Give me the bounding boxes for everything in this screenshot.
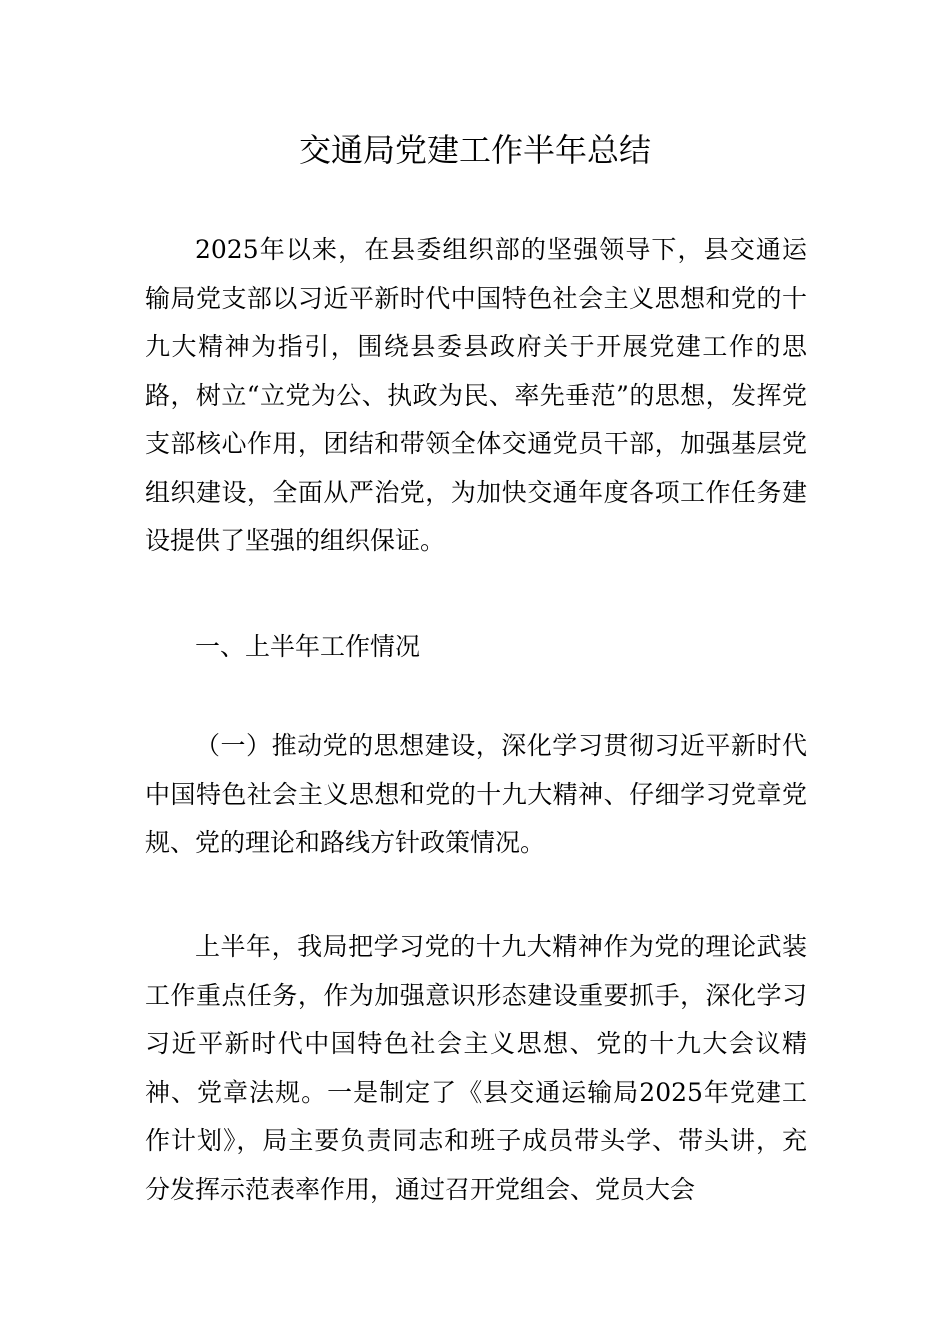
intro-paragraph: 2025年以来，在县委组织部的坚强领导下，县交通运输局党支部以习近平新时代中国特色社会主义思想和党的十九大精神为指引，围绕县委县政府关于开展党建工作的思路，树立“立党为公、执政为民、率先垂范”的思想，发挥党支部核心作用，团结和带领全体交通党员干部，加强基层党组织建设，全面从严治党，为加快交通年度各项工作任务建设提供了坚强的组织保证。 (145, 235, 807, 555)
body-paragraph: 上半年，我局把学习党的十九大精神作为党的理论武装工作重点任务，作为加强意识形态建设重要抓手，深化学习习近平新时代中国特色社会主义思想、党的十九大会议精神、党章法规。一是制定了《县交通运输局2025年党建工作计划》，局主要负责同志和班子成员带头学、带头讲，充分发挥示范表率作用，通过召开党组会、党员大会 (145, 932, 807, 1204)
subsection-heading-1: （一）推动党的思想建设，深化学习贯彻习近平新时代中国特色社会主义思想和党的十九大精神、仔细学习党章党规、党的理论和路线方针政策情况。 (145, 731, 807, 857)
document-title: 交通局党建工作半年总结 (298, 131, 651, 169)
section-heading-1: 一、上半年工作情况 (195, 632, 421, 661)
